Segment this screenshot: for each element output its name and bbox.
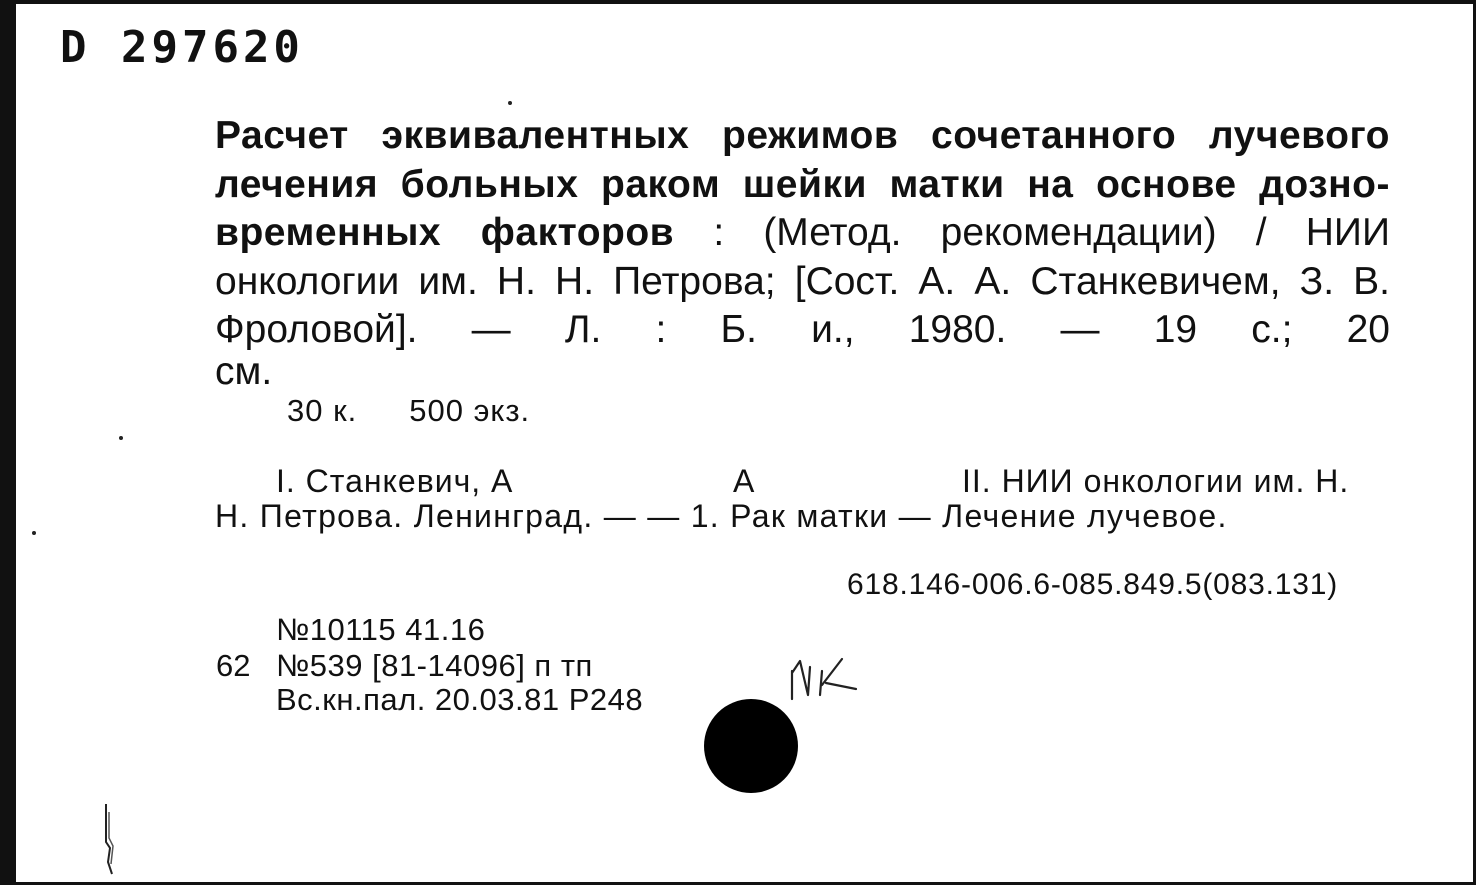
card-edge-left bbox=[0, 0, 16, 885]
tracing-author: I. Станкевич, А bbox=[276, 463, 514, 499]
speck bbox=[508, 101, 512, 105]
handwritten-initials-icon bbox=[786, 655, 866, 703]
card-edge-top bbox=[0, 0, 1476, 4]
register-prefix: 62 bbox=[216, 648, 251, 683]
edge-marker-icon bbox=[100, 802, 124, 878]
title-bold: Расчет эквивалентных режимов сочетанного лучевого лечения больных раком шейки матки на основе дозно- временных факторов bbox=[215, 114, 1390, 254]
order-code: №539 [81-14096] п тп bbox=[276, 648, 593, 683]
price: 30 к. bbox=[287, 393, 358, 428]
register-code: №10115 41.16 bbox=[276, 612, 486, 647]
speck bbox=[119, 436, 123, 440]
bibliographic-description bbox=[215, 112, 1390, 355]
chamber-code: Вс.кн.пал. 20.03.81 Р248 bbox=[276, 682, 644, 717]
copies: 500 экз. bbox=[409, 393, 531, 428]
speck bbox=[32, 531, 36, 535]
price-line bbox=[287, 393, 530, 429]
tracing-subject: Н. Петрова. Ленинград. — — 1. Рак матки — Лечение лучевое. bbox=[215, 498, 1228, 534]
size-unit: см. bbox=[215, 350, 273, 393]
punch-hole-icon bbox=[704, 699, 798, 793]
call-number: D 297620 bbox=[60, 22, 304, 73]
tracing-institution: II. НИИ онкологии им. Н. bbox=[962, 463, 1350, 499]
tracing-initial: А bbox=[733, 463, 755, 499]
udc-index: 618.146-006.6-085.849.5(083.131) bbox=[847, 568, 1338, 601]
title-rest: : (Метод. рекомендации) / НИИ онкологии им. Н. Н. Петрова; [Сост. А. А. Станкевичем, З. В. Фроловой]. — Л. : Б. и., 1980. — 19 с.; 20 bbox=[215, 211, 1390, 351]
